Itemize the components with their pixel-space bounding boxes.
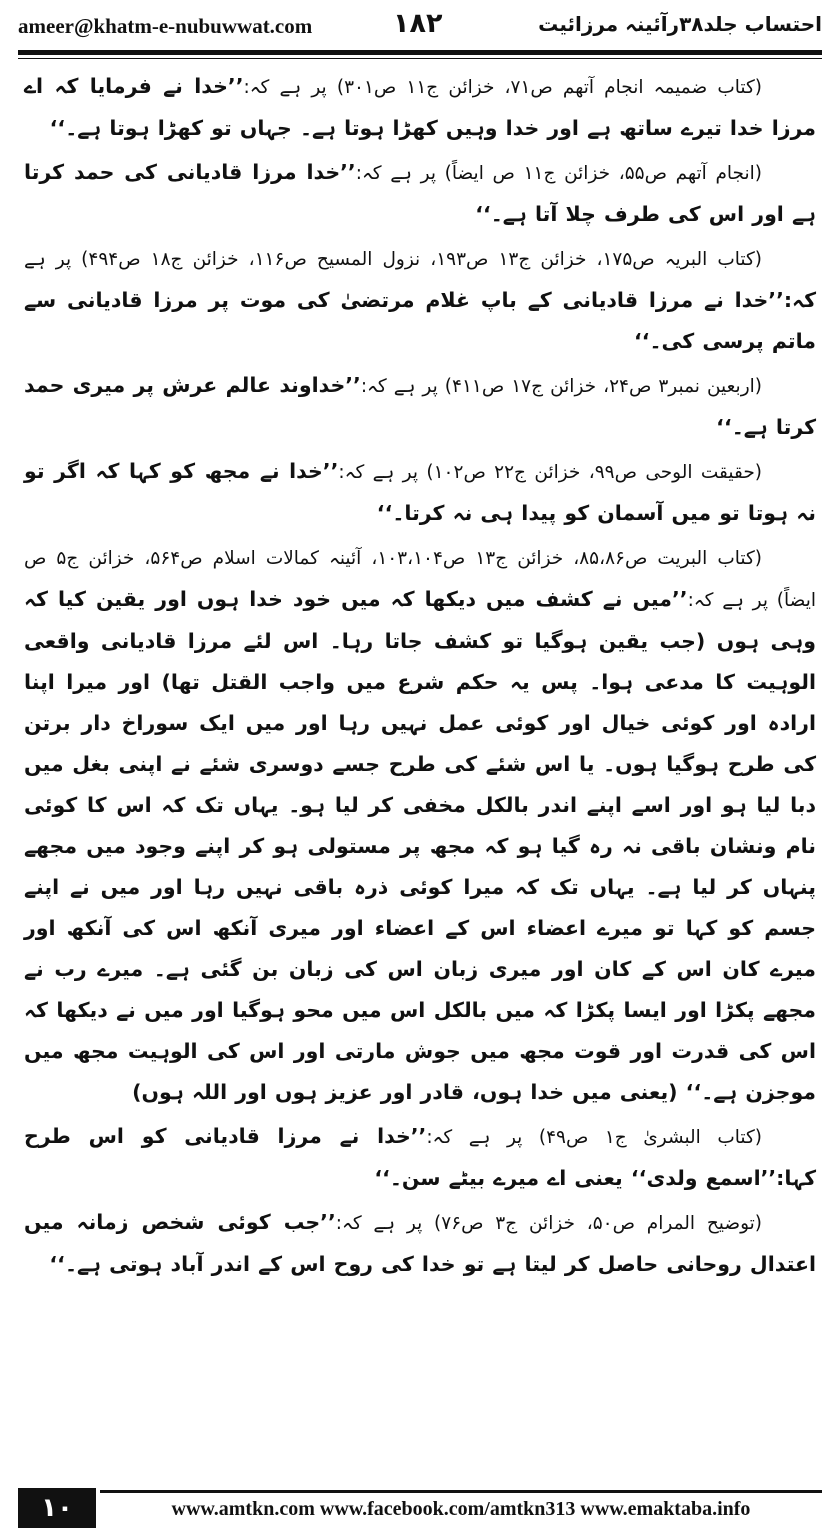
citation: (کتاب البشریٰ ج۱ ص۴۹) پر ہے کہ:	[426, 1127, 762, 1148]
series-title: احتساب جلد۳۸رآئینہ مرزائیت	[538, 12, 822, 36]
paragraph-7	[24, 1116, 816, 1199]
paragraph-8	[24, 1202, 816, 1285]
quote-text: ’’خدا مرزا قادیانی کی حمد کرتا ہے اور اس کی طرف چلا آتا ہے۔‘‘	[24, 160, 816, 226]
citation: (انجام آتھم ص۵۵، خزائن ج۱۱ ص ایضاً) پر ہے کہ:	[355, 163, 762, 184]
header-email[interactable]: ameer@khatm-e-nubuwwat.com	[18, 14, 313, 38]
paragraph-4	[24, 365, 816, 448]
quote-text: ’’جب کوئی شخص زمانہ میں اعتدال روحانی حاصل کر لیتا ہے تو خدا کی روح اس کے اندر آباد ہوتی ہے۔‘‘	[24, 1210, 816, 1276]
paragraph-1	[24, 66, 816, 149]
paragraph-3	[24, 238, 816, 362]
header-rule	[18, 50, 822, 55]
quote-text: ’’خدا نے فرمایا کہ اے مرزا خدا تیرے ساتھ ہے اور خدا وہیں کھڑا ہوتا ہے۔ جہاں تو کھڑا ہوتا ہے۔‘‘	[24, 74, 816, 140]
quote-text: ’’میں نے کشف میں دیکھا کہ میں خود خدا ہوں اور یقین کیا کہ وہی ہوں (جب یقین ہوگیا تو کشف جاتا رہا۔ اس لئے مرزا قادیانی واقعی الوہیت کا مدعی ہوا۔ پس یہ حکم شرع میں واجب القتل تھا) اور میرا اپنا ارادہ اور کوئی خیال اور کوئی عمل نہیں رہا اور میں ایک سوراخ دار برتن کی طرح ہوگیا ہوں۔ یا اس شئے کی طرح جسے دوسری شئے نے اپنی بغل میں دبا لیا ہو اور اسے اپنے اندر بالکل مخفی کر لیا ہو۔ یہاں تک کہ اس کا کوئی نام ونشان باقی نہ رہ گیا ہو کہ مجھ پر مستولی ہو کر اپنے وجود میں مجھے پنہاں کر لیا ہے۔ یہاں تک کہ میرا کوئی ذرہ باقی نہیں رہا اور میں نے اپنے جسم کو کہا تو میرے اعضاء اس کے اعضاء اور میری آنکھ اس کی آنکھ اور میرے کان اس کے کان اور میری زبان اس کی زبان بن گئی ہے۔ میرے رب نے مجھے پکڑا اور ایسا پکڑا کہ میں بالکل اس میں محو ہوگیا اور میں نے دیکھا کہ اس کی قدرت اور قوت مجھ میں جوش مارتی اور اس کی الوہیت مجھ میں موجزن ہے۔‘‘ (یعنی میں خدا ہوں، قادر اور عزیز ہوں اور اللہ ہوں)	[24, 587, 816, 1104]
paragraph-6	[24, 537, 816, 1113]
paragraph-5	[24, 451, 816, 534]
citation: (کتاب ضمیمہ انجام آتھم ص۷۱، خزائن ج۱۱ ص۳۰۱) پر ہے کہ:	[243, 77, 762, 98]
quote-text: ’’خدا نے مجھ کو کہا کہ اگر تو نہ ہوتا تو میں آسمان کو پیدا ہی نہ کرتا۔‘‘	[24, 459, 816, 525]
header-rule-thin	[18, 58, 822, 59]
paragraph-2	[24, 152, 816, 235]
citation: (کتاب البریہ ص۱۷۵، خزائن ج۱۳ ص۱۹۳، نزول المسیح ص۱۱۶، خزائن ج۱۸ ص۴۹۴) پر ہے	[24, 249, 762, 270]
page-number: ۱۸۲	[393, 8, 443, 39]
footer-links[interactable]: www.amtkn.com www.facebook.com/amtkn313 www.emaktaba.info	[171, 1498, 751, 1520]
quote-text: کہ:’’خدا نے مرزا قادیانی کے باپ غلام مرتضیٰ کی موت پر مرزا قادیانی سے ماتم پرسی کی۔‘‘	[24, 288, 816, 353]
citation: (اربعین نمبر۳ ص۲۴، خزائن ج۱۷ ص۴۱۱) پر ہے کہ:	[360, 376, 762, 397]
citation: (توضیح المرام ص۵۰، خزائن ج۳ ص۷۶) پر ہے کہ:	[335, 1213, 762, 1234]
footer-page-box: ۱۰	[18, 1488, 96, 1528]
quote-text: ’’خداوند عالم عرش پر میری حمد کرتا ہے۔‘‘	[24, 373, 816, 439]
footer-rule	[100, 1490, 822, 1493]
page-header	[18, 8, 822, 48]
page-body	[24, 66, 816, 1466]
citation: (حقیقت الوحی ص۹۹، خزائن ج۲۲ ص۱۰۲) پر ہے کہ:	[338, 462, 763, 483]
quote-text: ’’خدا نے مرزا قادیانی کو اس طرح کہا:’’اسمع ولدی‘‘ یعنی اے میرے بیٹے سن۔‘‘	[24, 1124, 816, 1190]
citation: (کتاب البریت ص۸۵،۸۶، خزائن ج۱۳ ص۱۰۳،۱۰۴، آئینہ کمالات اسلام ص۵۶۴، خزائن ج۵ ص ایضاً) پر ہے کہ:	[24, 548, 816, 611]
